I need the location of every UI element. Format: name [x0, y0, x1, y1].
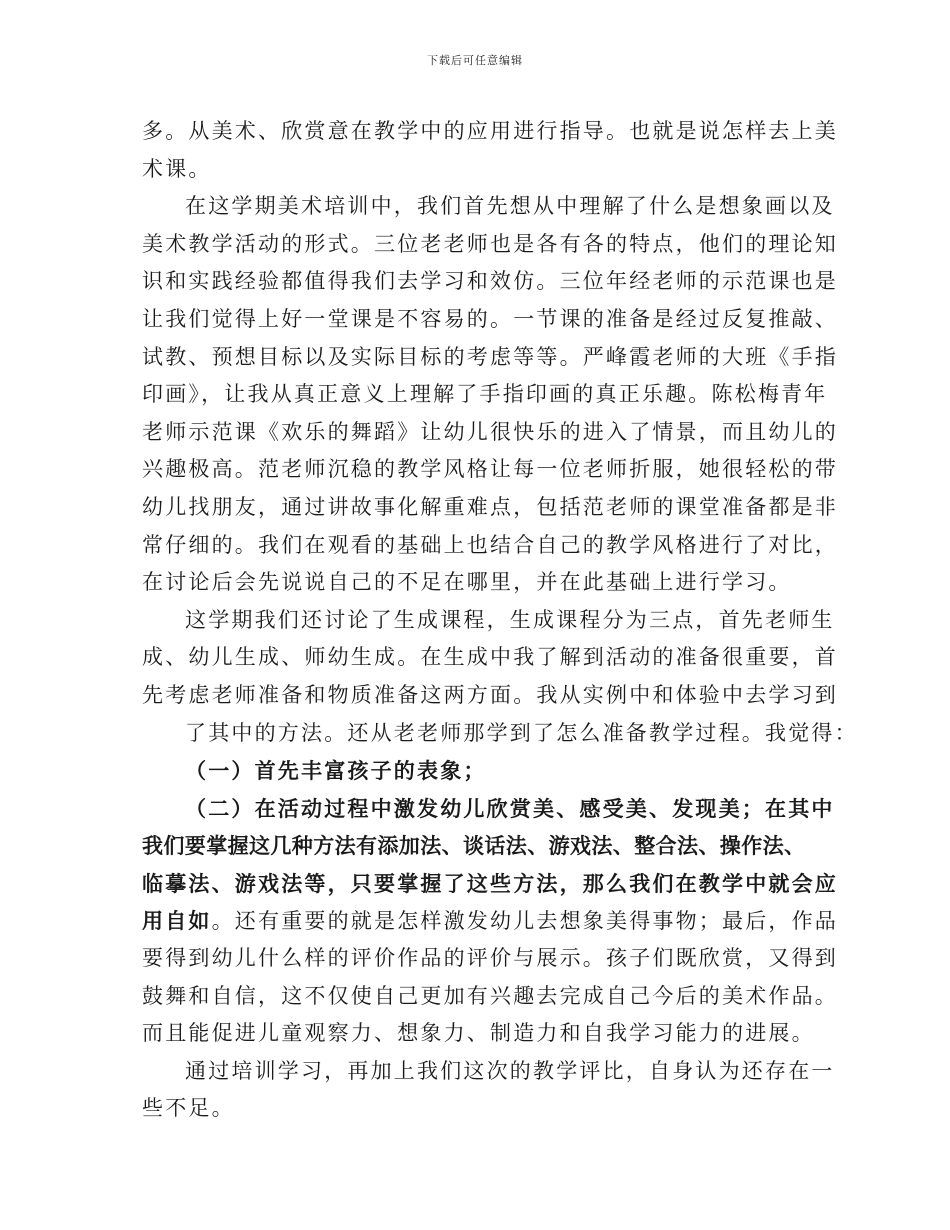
bold-text-line: 我们要掌握这几种方法有添加法、谈话法、游戏法、整合法、操作法、	[142, 833, 806, 859]
text-line: 先考虑老师准备和物质准备这两方面。我从实例中和体验中去学习到	[142, 682, 838, 707]
text-line: 多。从美术、欣赏意在教学中的应用进行指导。也就是说怎样去上美	[142, 119, 838, 143]
document-body	[142, 113, 858, 1128]
text-line: 些不足。	[142, 1096, 235, 1121]
text-fragment: 。还有重要的就是怎样激发幼儿去想象美得事物；最后，作品	[211, 909, 839, 934]
text-line: 让我们觉得上好一堂课是不容易的。一节课的准备是经过反复推敲、	[142, 306, 838, 331]
text-line: 而且能促进儿童观察力、想象力、制造力和自我学习能力的进展。	[142, 1021, 815, 1046]
text-line: 常仔细的。我们在观看的基础上也结合自己的教学风格进行了对比，	[142, 532, 838, 557]
bold-heading-one: （一）首先丰富孩子的表象；	[185, 758, 487, 784]
text-line: 识和实践经验都值得我们去学习和效仿。三位年经老师的示范课也是	[142, 269, 838, 294]
text-line: 老师示范课《欢乐的舞蹈》让幼儿很快乐的进入了情景，而且幼儿的	[142, 419, 838, 444]
paragraph-first-line: 通过培训学习，再加上我们这次的教学评比，自身认为还存在一	[185, 1058, 835, 1083]
text-line: 在讨论后会先说说自己的不足在哪里，并在此基础上进行学习。	[142, 570, 792, 595]
bold-text-fragment: 用自如	[142, 908, 212, 934]
page-header: 下载后可任意编辑	[427, 54, 523, 67]
text-line: 印画》，让我从真正意义上理解了手指印画的真正乐趣。陈松梅青年	[142, 382, 828, 407]
text-line: 鼓舞和自信，这不仅使自己更加有兴趣去完成自己今后的美术作品。	[142, 983, 838, 1008]
mixed-text-line	[142, 902, 839, 940]
paragraph-first-line: 在这学期美术培训中，我们首先想从中理解了什么是想象画以及	[185, 194, 835, 219]
text-line: 了其中的方法。还从老老师那学到了怎么准备教学过程。我觉得：	[185, 720, 858, 745]
text-line: 幼儿找朋友，通过讲故事化解重难点，包括范老师的课堂准备都是非	[142, 494, 838, 519]
text-line: 美术教学活动的形式。三位老老师也是各有各的特点，他们的理论知	[142, 231, 838, 256]
bold-heading-two: （二）在活动过程中激发幼儿欣赏美、感受美、发现美；在其中	[185, 795, 835, 821]
text-line: 兴趣极高。范老师沉稳的教学风格让每一位老师折服，她很轻松的带	[142, 457, 838, 482]
text-line: 要得到幼儿什么样的评价作品的评价与展示。孩子们既欣赏，又得到	[142, 946, 838, 971]
text-line: 试教、预想目标以及实际目标的考虑等等。严峰霞老师的大班《手指	[142, 344, 838, 369]
bold-text-line: 临摹法、游戏法等，只要掌握了这些方法，那么我们在教学中就会应	[142, 870, 838, 896]
text-line: 术课。	[142, 156, 212, 181]
text-line: 成、幼儿生成、师幼生成。在生成中我了解到活动的准备很重要，首	[142, 645, 838, 670]
paragraph-first-line: 这学期我们还讨论了生成课程，生成课程分为三点，首先老师生	[185, 607, 835, 632]
